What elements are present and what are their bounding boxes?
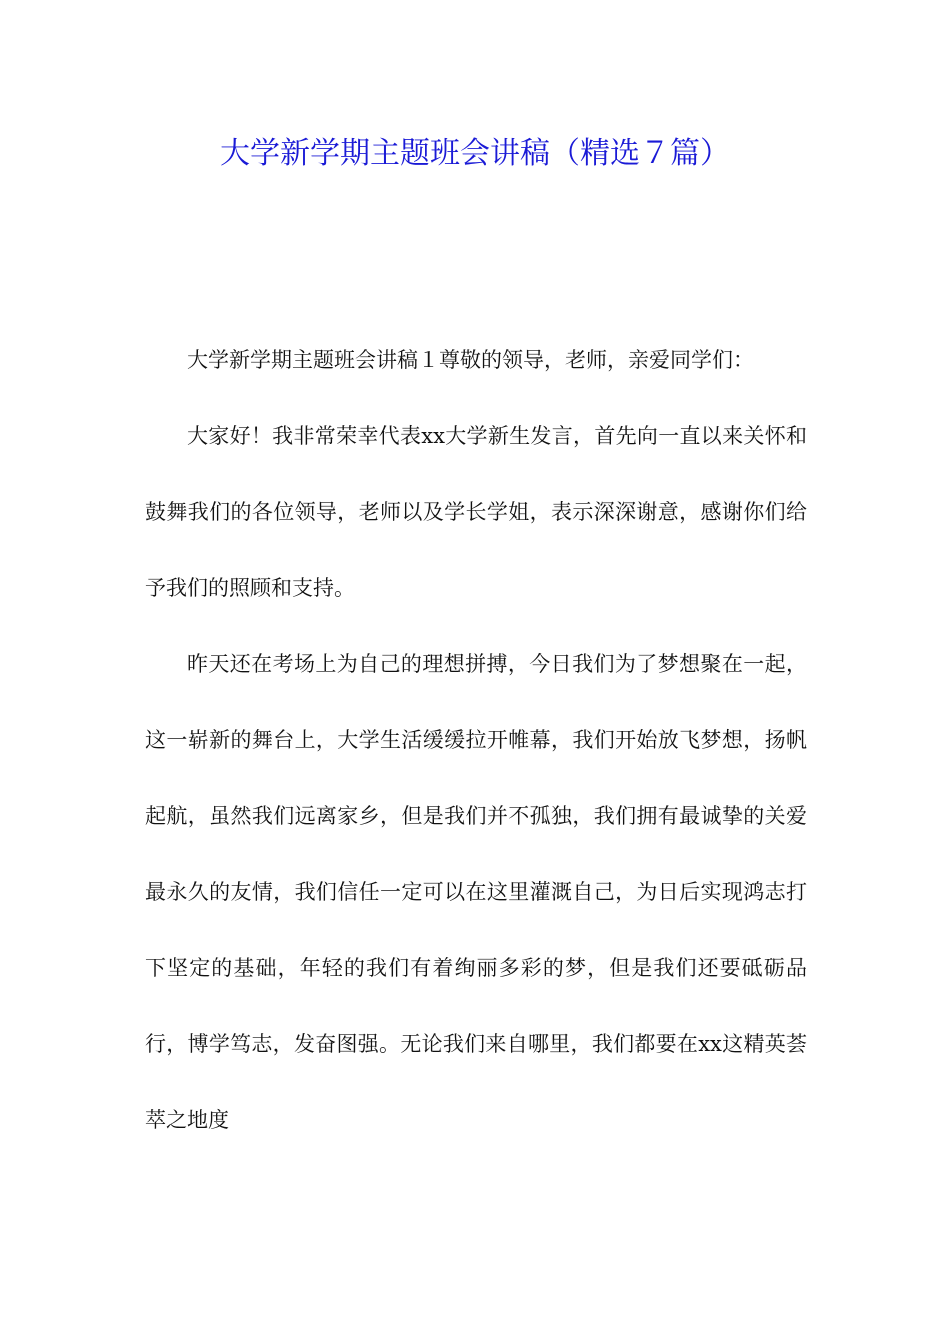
document-title: 大学新学期主题班会讲稿（精选７篇） xyxy=(220,136,730,171)
paragraph-1: 大学新学期主题班会讲稿１尊敬的领导，老师，亲爱同学们： xyxy=(187,348,754,372)
paragraph-2: 大家好！我非常荣幸代表xx大学新生发言，首先向一直以来关怀和鼓舞我们的各位领导，老师以及学长学姐，表示深深谢意，感谢你们给予我们的照顾和支持。 xyxy=(145,424,807,600)
document-body xyxy=(145,322,807,1158)
paragraph-3: 昨天还在考场上为自己的理想拼搏，今日我们为了梦想聚在一起，这一崭新的舞台上，大学生活缓缓拉开帷幕，我们开始放飞梦想，扬帆起航，虽然我们远离家乡，但是我们并不孤独，我们拥有最诚挚的关爱最永久的友情，我们信任一定可以在这里灌溉自己，为日后实现鸿志打下坚定的基础，年轻的我们有着绚丽多彩的梦，但是我们还要砥砺品行，博学笃志，发奋图强。无论我们来自哪里，我们都要在xx这精英荟萃之地度 xyxy=(145,652,807,1132)
